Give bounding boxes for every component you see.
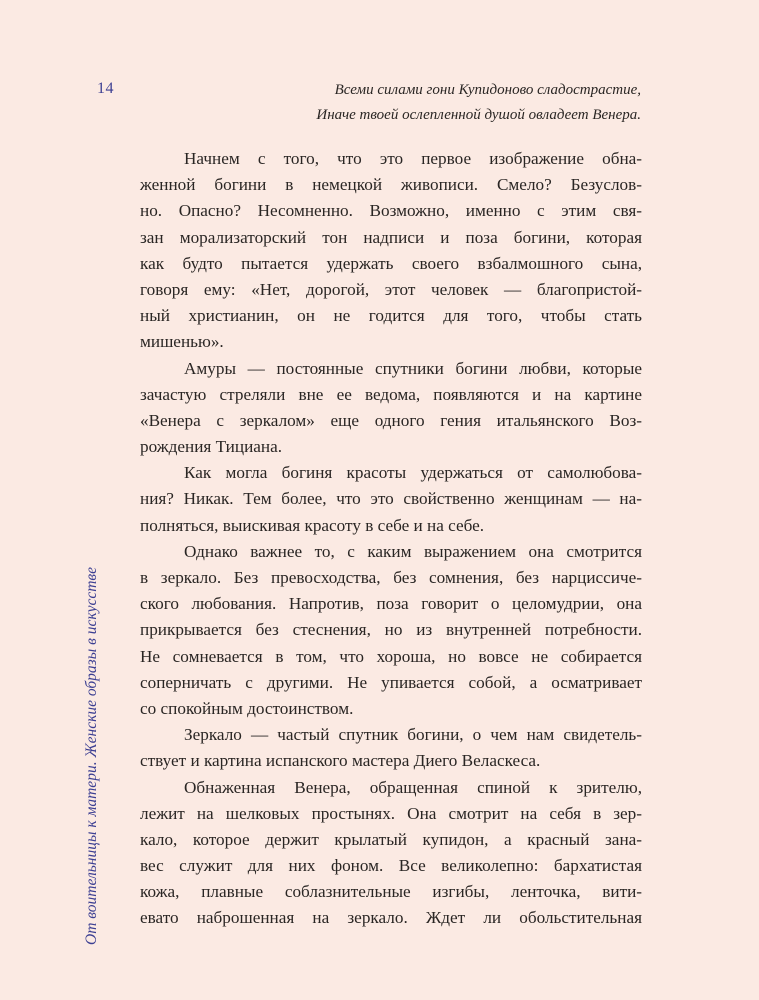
text-line: Однако важнее то, с каким выражением она смотрится — [184, 541, 642, 561]
paragraph — [140, 722, 642, 774]
paragraph — [140, 356, 642, 461]
text-line: Не сомневается в том, что хороша, но вовсе не собирается — [140, 646, 642, 666]
text-line: соперничать с другими. Не упивается собой, а осматривает — [140, 672, 642, 692]
paragraph — [140, 539, 642, 722]
text-line: как будто пытается удержать своего взбалмошного сына, — [140, 253, 642, 273]
text-line: но. Опасно? Несомненно. Возможно, именно с этим свя- — [140, 201, 642, 221]
text-line: Амуры — постоянные спутники богини любви, которые — [184, 358, 642, 378]
text-line: Начнем с того, что это первое изображение обна- — [184, 149, 642, 168]
text-line: мишенью». — [140, 332, 224, 352]
running-title: От воительницы к матери. Женские образы в искусстве — [83, 566, 100, 945]
epigraph-line: Всеми силами гони Купидоново сладострастие, — [334, 82, 641, 98]
paragraph — [140, 775, 642, 932]
paragraph — [140, 460, 642, 539]
text-line: женной богини в немецкой живописи. Смело? Безуслов- — [140, 175, 642, 195]
page-number: 14 — [97, 80, 114, 97]
text-line: ского любования. Напротив, поза говорит о целомудрии, она — [140, 594, 642, 614]
text-line: кало, которое держит крылатый купидон, а красный зана- — [140, 829, 642, 849]
text-line: прикрывается без стеснения, но из внутренней потребности. — [140, 620, 642, 640]
paragraph — [140, 146, 642, 356]
text-line: в зеркало. Без превосходства, без сомнения, без нарциссиче- — [140, 568, 642, 587]
text-line: ния? Никак. Тем более, что это свойственно женщинам — на- — [140, 489, 642, 509]
text-line: ный христианин, он не годится для того, чтобы стать — [140, 306, 642, 326]
epigraph-line: Иначе твоей ослепленной душой овладеет Венера. — [316, 107, 641, 123]
text-line: ствует и картина испанского мастера Диего Веласкеса. — [140, 751, 541, 771]
text-line: говоря ему: «Нет, дорогой, этот человек — благопристой- — [140, 279, 642, 299]
text-line: вес служит для них фоном. Все великолепно: бархатистая — [140, 856, 642, 876]
body-text — [140, 146, 642, 932]
text-line: полняться, выискивая красоту в себе и на себе. — [140, 515, 485, 535]
text-line: Как могла богиня красоты удержаться от самолюбова- — [184, 463, 642, 483]
epigraph — [201, 78, 641, 128]
text-line: кожа, плавные соблазнительные изгибы, ленточка, вити- — [140, 882, 642, 902]
text-line: евато наброшенная на зеркало. Ждет ли обольстительная — [140, 908, 642, 928]
text-line: зачастую стреляли вне ее ведома, появляются и на картине — [140, 384, 642, 404]
text-line: Зеркало — частый спутник богини, о чем нам свидетель- — [184, 725, 642, 745]
text-line: «Венера с зеркалом» еще одного гения итальянского Воз- — [140, 410, 642, 430]
text-line: Обнаженная Венера, обращенная спиной к зрителю, — [184, 777, 642, 797]
text-line: лежит на шелковых простынях. Она смотрит на себя в зер- — [140, 803, 642, 823]
text-line: зан морализаторский тон надписи и поза богини, которая — [140, 227, 642, 247]
text-line: со спокойным достоинством. — [140, 698, 354, 718]
text-line: рождения Тициана. — [140, 437, 283, 457]
